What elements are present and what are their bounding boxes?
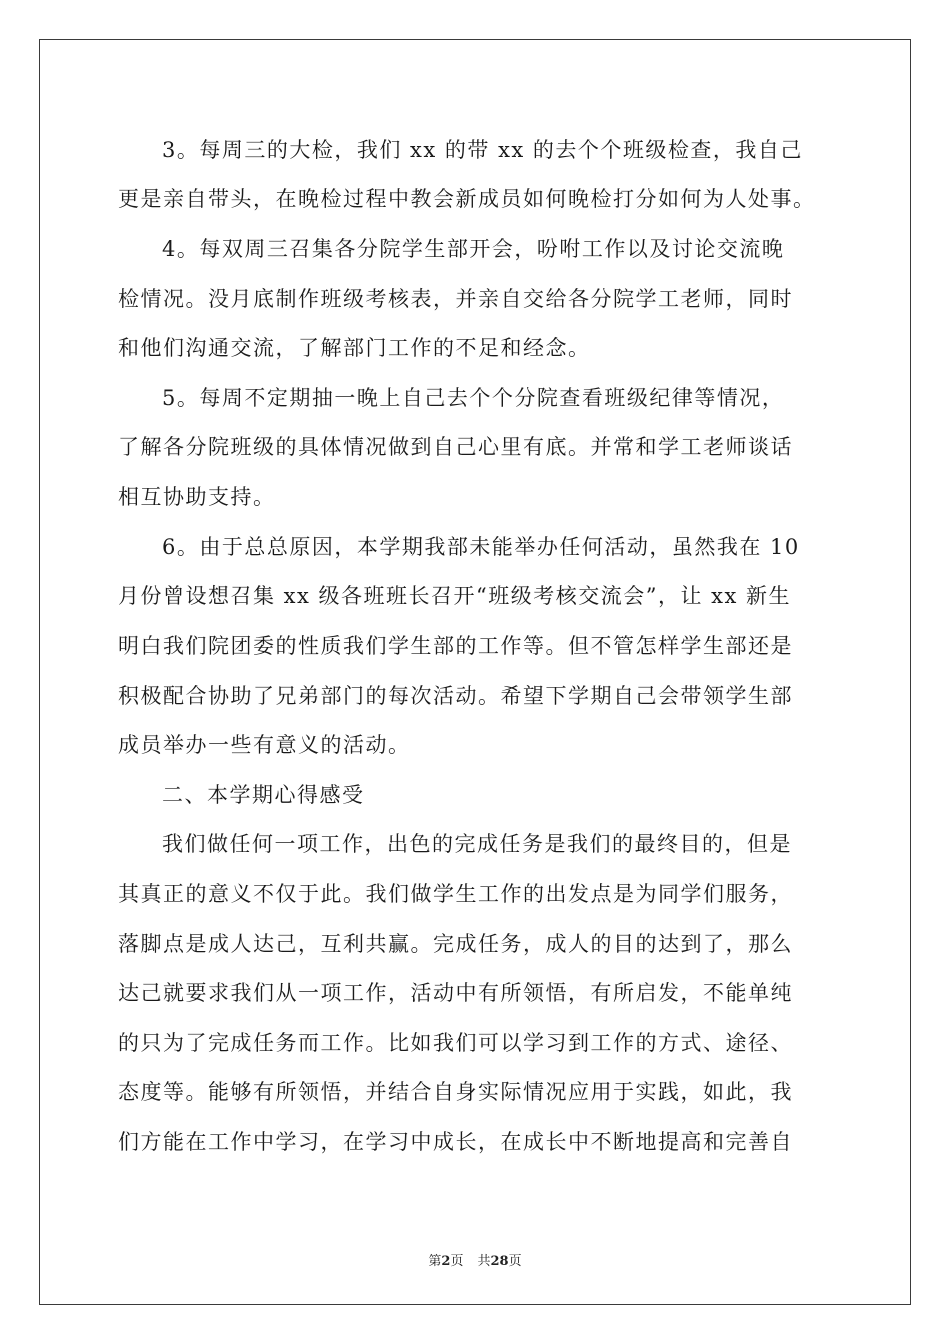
paragraph-7-line-7: 们方能在工作中学习，在学习中成长，在成长中不断地提高和完善自 [118,1130,793,1154]
paragraph-7-line-6: 态度等。能够有所领悟，并结合自身实际情况应用于实践，如此，我 [118,1080,793,1104]
paragraph-4-line-3: 和他们沟通交流，了解部门工作的不足和经念。 [118,336,591,360]
page-footer [0,1250,950,1269]
paragraph-5-line-3: 相互协助支持。 [118,485,276,509]
footer-page-suffix: 页 [450,1254,464,1269]
page-border [39,39,911,1305]
footer-total-pages: 28 [490,1254,509,1269]
footer-page-number: 2 [441,1254,451,1269]
paragraph-6-line-2: 月份曾设想召集 xx 级各班班长召开“班级考核交流会”，让 xx 新生 [118,584,792,608]
paragraph-7-line-2: 其真正的意义不仅于此。我们做学生工作的出发点是为同学们服务， [118,882,793,906]
footer-total-suffix: 页 [508,1254,522,1269]
paragraph-7-line-5: 的只为了完成任务而工作。比如我们可以学习到工作的方式、途径、 [118,1031,793,1055]
paragraph-6-line-4: 积极配合协助了兄弟部门的每次活动。希望下学期自己会带领学生部 [118,684,793,708]
paragraph-6-line-1: 6。由于总总原因，本学期我部未能举办任何活动，虽然我在 10 [162,535,800,559]
paragraph-3-line-2: 更是亲自带头，在晚检过程中教会新成员如何晚检打分如何为人处事。 [118,187,816,211]
paragraph-4-line-2: 检情况。没月底制作班级考核表，并亲自交给各分院学工老师，同时 [118,287,793,311]
section-heading: 二、本学期心得感受 [162,783,365,807]
paragraph-4-line-1: 4。每双周三召集各分院学生部开会，吩咐工作以及讨论交流晚 [162,237,785,261]
paragraph-7-line-1: 我们做任何一项工作，出色的完成任务是我们的最终目的，但是 [162,832,792,856]
footer-total-prefix: 共 [477,1254,491,1269]
paragraph-7-line-3: 落脚点是成人达己，互利共赢。完成任务，成人的目的达到了，那么 [118,932,793,956]
paragraph-7-line-4: 达己就要求我们从一项工作，活动中有所领悟，有所启发，不能单纯 [118,981,793,1005]
paragraph-6-line-3: 明白我们院团委的性质我们学生部的工作等。但不管怎样学生部还是 [118,634,793,658]
paragraph-6-line-5: 成员举办一些有意义的活动。 [118,733,411,757]
paragraph-5-line-2: 了解各分院班级的具体情况做到自己心里有底。并常和学工老师谈话 [118,435,793,459]
footer-page-prefix: 第 [428,1254,442,1269]
paragraph-5-line-1: 5。每周不定期抽一晚上自己去个个分院查看班级纪律等情况， [162,386,785,410]
paragraph-3-line-1: 3。每周三的大检，我们 xx 的带 xx 的去个个班级检查，我自己 [162,138,803,162]
